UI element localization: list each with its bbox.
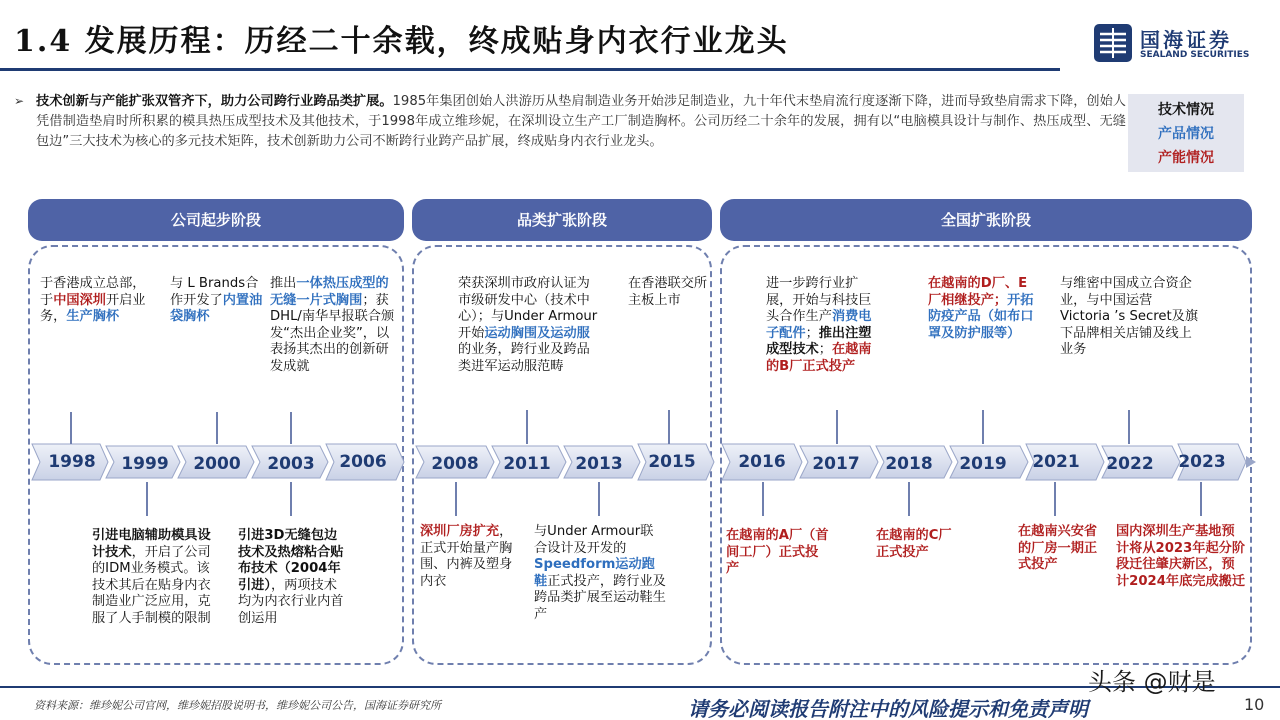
event-2023	[1116, 524, 1246, 590]
event-text: 荣获深圳市政府认证为市级研发中心（技术中心）；与Under Armour开始	[458, 276, 598, 341]
event-2022	[1060, 276, 1200, 359]
connector-line	[1200, 482, 1202, 516]
year-label: 2023	[1178, 452, 1226, 472]
event-text: 与Under Armour联合设计及开发的	[534, 524, 654, 556]
logo-en-text: SEALAND SECURITIES	[1140, 50, 1250, 60]
event-1998	[40, 276, 158, 326]
event-capacity: 深圳厂房扩充	[420, 524, 500, 539]
event-text: ；	[805, 325, 819, 341]
connector-line	[598, 482, 600, 516]
event-2003-top	[270, 276, 400, 375]
page-number: 10	[1244, 695, 1265, 714]
event-2003-bottom	[238, 528, 350, 627]
event-text: 的业务，跨行业及跨品类进军运动服范畴	[458, 342, 590, 374]
connector-line	[70, 412, 72, 444]
event-tech: 引进3D无缝包边技术及热熔粘合贴布技术（2004年引进）	[238, 528, 344, 593]
event-capacity: 在越南兴安省的厂房一期正式投产	[1018, 524, 1098, 572]
event-product: 消费电子配件	[766, 309, 872, 341]
year-label: 2011	[503, 454, 551, 474]
event-text: 开启业务，	[40, 292, 146, 324]
year-label: 1998	[48, 452, 96, 472]
event-product: Speedform运动跑鞋	[534, 557, 655, 589]
event-product: 一体热压成型的无缝一片式胸围	[270, 276, 389, 308]
year-label: 2000	[193, 454, 241, 474]
page-title: 1.4 发展历程：历经二十余载，终成贴身内衣行业龙头	[14, 24, 789, 59]
year-label: 2013	[575, 454, 623, 474]
event-1999	[92, 528, 220, 627]
event-text: ，两项技术均为内衣行业内首创运用	[238, 577, 344, 626]
event-text: ；获DHL/南华早报联合颁发“杰出企业奖”，以表扬其杰出的创新研发成就	[270, 292, 395, 374]
event-2015	[628, 276, 714, 309]
connector-line	[526, 410, 528, 444]
year-label: 1999	[121, 454, 169, 474]
watermark: 头条 @财是	[1088, 668, 1216, 696]
event-text: ，开启了公司的IDM业务模式。该技术其后在贴身内衣制造业广泛应用，克服了人手制模的限制	[92, 544, 211, 626]
connector-line	[455, 482, 457, 516]
event-product: 生产胸杯	[66, 309, 120, 324]
event-2018	[876, 528, 960, 561]
connector-line	[1054, 482, 1056, 516]
legend-capacity: 产能情况	[1158, 150, 1214, 166]
connector-line	[216, 412, 218, 444]
event-text: 与维密中国成立合资企业，与中国运营Victoria ’s Secret及旗下品牌相关店铺及线上业务	[1060, 276, 1199, 357]
disclaimer: 请务必阅读报告附注中的风险提示和免责声明	[688, 697, 1088, 720]
company-logo	[1092, 22, 1272, 66]
event-2021	[1018, 524, 1100, 574]
event-2019	[928, 276, 1040, 342]
sealand-logo-icon	[1092, 22, 1134, 64]
connector-line	[1128, 410, 1130, 444]
connector-line	[290, 412, 292, 444]
stage-header-startup: 公司起步阶段	[28, 199, 404, 241]
event-capacity: 中国深圳	[53, 292, 106, 308]
year-label: 2015	[648, 452, 696, 472]
event-capacity: 国内深圳生产基地预计将从2023年起分阶段迁往肇庆新区，预计2024年底完成搬迁	[1116, 524, 1246, 589]
event-text: 与 L Brands合作开发了	[170, 276, 259, 308]
year-label: 2016	[738, 452, 786, 472]
event-product: 运动胸围及运动服	[484, 325, 590, 341]
event-2016	[726, 528, 830, 578]
intro-paragraph	[36, 92, 1126, 153]
event-2017	[766, 276, 884, 375]
event-text: 正式投产，跨行业及跨品类扩展至运动鞋生产	[534, 573, 666, 622]
event-2008	[420, 524, 518, 590]
connector-line	[290, 482, 292, 516]
legend-tech: 技术情况	[1158, 102, 1214, 118]
year-label: 2021	[1032, 452, 1080, 472]
connector-line	[982, 410, 984, 444]
year-label: 2008	[431, 454, 479, 474]
event-product: 内置油袋胸杯	[170, 292, 263, 324]
event-tech: 引进电脑辅助模具设计技术	[92, 528, 211, 560]
event-text: 进一步跨行业扩展，开始与科技巨头合作生产	[766, 276, 872, 324]
year-label: 2018	[885, 454, 933, 474]
event-2011	[458, 276, 598, 375]
intro-lead: 技术创新与产能扩张双管齐下，助力公司跨行业跨品类扩展。	[36, 94, 393, 109]
legend-box	[1128, 94, 1244, 172]
event-text: 在香港联交所主板上市	[628, 276, 708, 308]
source-note: 资料来源：维珍妮公司官网，维珍妮招股说明书，维珍妮公司公告，国海证券研究所	[34, 699, 441, 712]
connector-line	[836, 410, 838, 444]
intro-body: 1985年集团创始人洪游历从垫肩制造业务开始涉足制造业，九十年代末垫肩流行度逐渐下降，进而导致垫肩需求下降，创始人凭借制造垫肩时所积累的模具热压成型技术及其他技术，于1998年成立维珍妮，在深圳设立生产工厂制造胸杯。公司历经二十余年的发展，拥有以“电脑模具设计与制作、热压成型、无缝包边”三大技术为核心的多元技术矩阵，技术创新助力公司不断跨行业跨产品扩展，终成贴身内衣行业龙头。	[36, 94, 1126, 150]
event-capacity: 在越南的A厂（首间工厂）正式投产	[726, 528, 829, 576]
year-label: 2019	[959, 454, 1007, 474]
connector-line	[146, 482, 148, 516]
header-rule	[0, 68, 1060, 71]
stage-header-national: 全国扩张阶段	[720, 199, 1252, 241]
connector-line	[668, 410, 670, 444]
year-label: 2006	[339, 452, 387, 472]
event-2013	[534, 524, 666, 623]
event-capacity: 在越南的B厂正式投产	[766, 342, 872, 374]
event-text: 于香港成立总部，于	[40, 276, 146, 308]
event-capacity: 在越南的C厂正式投产	[876, 528, 952, 560]
connector-line	[908, 482, 910, 516]
year-label: 2022	[1106, 454, 1154, 474]
event-text: 推出	[270, 276, 297, 291]
event-text: ；	[818, 342, 832, 357]
event-product: 开拓防疫产品（如布口罩及防护服等）	[928, 292, 1034, 341]
stage-header-category: 品类扩张阶段	[412, 199, 712, 241]
event-text: ，正式开始量产胸围、内裤及塑身内衣	[420, 524, 513, 589]
connector-line	[762, 482, 764, 516]
event-2000	[170, 276, 266, 326]
event-capacity: 在越南的D厂、E厂相继投产；	[928, 276, 1028, 308]
year-label: 2003	[267, 454, 315, 474]
legend-product: 产品情况	[1158, 126, 1214, 142]
event-tech: 推出注塑成型技术	[766, 325, 872, 357]
year-label: 2017	[812, 454, 860, 474]
bullet-icon: ➢	[14, 94, 25, 108]
logo-cn-text: 国海证券	[1140, 28, 1232, 52]
